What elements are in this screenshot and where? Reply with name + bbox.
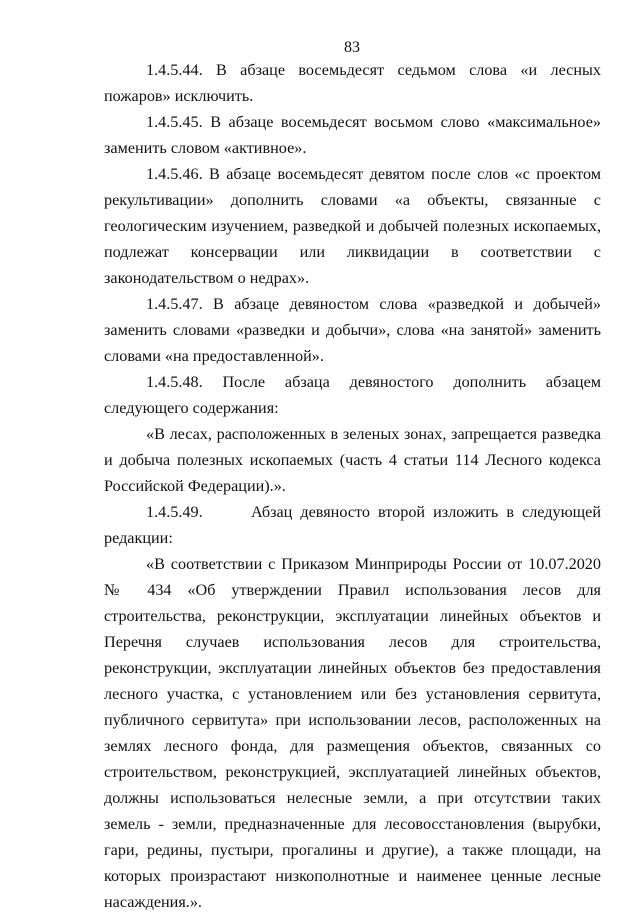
quoted-new-wording-paragraph: «В соответствии с Приказом Минприроды России от 10.07.2020 № 434 «Об утверждении Правил использования лесов для строительства, реконструкции, эксплуатации линейных объектов и Перечня случаев использования лесов для строительства, реконструкции, эксплуатации линейных объектов без предоставления лесного участка, с установлением или без установления сервитута, публичного сервитута» при использовании лесов, расположенных на землях лесного фонда, для размещения объектов, связанных со строительством, реконструкцией, эксплуатацией линейных объектов, должны использоваться нелесные земли, а при отсутствии таких земель - земли, предназначенные для лесовосстановления (вырубки, гари, редины, пустыри, прогалины и другие), а также площади, на которых произрастают низкополнотные и наименее ценные лесные насаждения.». <box>104 555 601 911</box>
quoted-insertion-paragraph: «В лесах, расположенных в зеленых зонах, запрещается разведка и добыча полезных ископаемых (часть 4 статьи 114 Лесного кодекса Российской Федерации).». <box>104 425 601 495</box>
paragraph-1-4-5-49: 1.4.5.49. Абзац девяносто второй изложить в следующей редакции: <box>104 503 601 547</box>
paragraph-1-4-5-47: 1.4.5.47. В абзаце девяностом слова «разведкой и добычей» заменить словами «разведки и добычи», слова «на занятой» заменить словами «на предоставленной». <box>104 295 601 365</box>
paragraph-1-4-5-46: 1.4.5.46. В абзаце восемьдесят девятом после слов «с проектом рекультивации» дополнить словами «а объекты, связанные с геологическим изучением, разведкой и добычей полезных ископаемых, подлежат консервации или ликвидации в соответствии с законодательством о недрах». <box>104 165 601 287</box>
document-body <box>104 57 601 915</box>
paragraph-1-4-5-48: 1.4.5.48. После абзаца девяностого дополнить абзацем следующего содержания: <box>104 373 601 417</box>
paragraph-1-4-5-44: 1.4.5.44. В абзаце восемьдесят седьмом слова «и лесных пожаров» исключить. <box>104 61 601 105</box>
page-number: 83 <box>344 39 360 56</box>
paragraph-1-4-5-45: 1.4.5.45. В абзаце восемьдесят восьмом слово «максимальное» заменить словом «активное». <box>104 113 601 157</box>
